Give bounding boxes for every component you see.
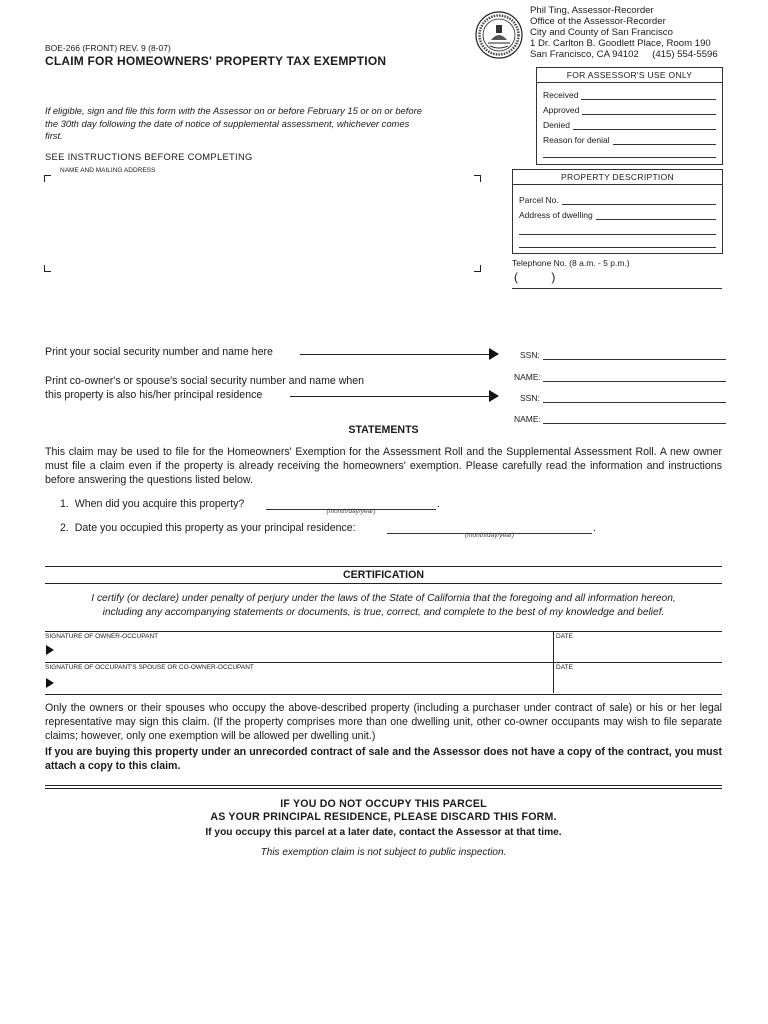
city-seal-icon bbox=[474, 6, 524, 64]
office-line: Office of the Assessor-Recorder bbox=[530, 16, 666, 27]
office-line: San Francisco, CA 94102 (415) 554-5596 bbox=[530, 49, 718, 60]
field-label: Approved bbox=[543, 105, 582, 115]
ssn-label: SSN: bbox=[520, 393, 540, 403]
reason-extra-line[interactable] bbox=[543, 148, 716, 160]
field-label: Address of dwelling bbox=[519, 210, 596, 220]
statements-heading: STATEMENTS bbox=[348, 424, 419, 436]
contract-warning: If you are buying this property under an unrecorded contract of sale and the Assessor does not have a copy of the contract, you must attach a copy to this claim. bbox=[45, 746, 722, 772]
parcel-no-field[interactable] bbox=[519, 195, 716, 207]
office-line: City and County of San Francisco bbox=[530, 27, 673, 38]
date-hint: (month/day/year) bbox=[464, 532, 515, 539]
coowner-ssn-field[interactable] bbox=[543, 391, 726, 403]
name-label: NAME: bbox=[514, 414, 541, 424]
certification-heading: CERTIFICATION bbox=[342, 569, 424, 581]
date-label: DATE bbox=[556, 633, 573, 640]
spouse-signature-field[interactable] bbox=[60, 672, 550, 692]
spouse-date-field[interactable] bbox=[556, 672, 720, 691]
property-description-title: PROPERTY DESCRIPTION bbox=[513, 170, 722, 185]
divider bbox=[45, 662, 722, 663]
field-label: Denied bbox=[543, 120, 573, 130]
owner-date-field[interactable] bbox=[556, 641, 720, 660]
office-line: Phil Ting, Assessor-Recorder bbox=[530, 5, 654, 16]
play-arrow-icon bbox=[46, 645, 54, 655]
arrow-line bbox=[300, 354, 490, 355]
address-of-dwelling-field[interactable] bbox=[519, 210, 716, 222]
see-instructions: SEE INSTRUCTIONS BEFORE COMPLETING bbox=[45, 151, 253, 162]
eligibility-text: If eligible, sign and file this form with the Assessor on or before February 15 or on or before the 30th day following the date of notice of supplemental assessment, whichever comes first. bbox=[45, 105, 422, 141]
name-address-area[interactable] bbox=[50, 180, 472, 264]
assessor-use-box bbox=[536, 67, 723, 165]
period-mark: . bbox=[437, 499, 440, 510]
footer-line-1: IF YOU DO NOT OCCUPY THIS PARCEL bbox=[280, 798, 487, 810]
corner-mark bbox=[474, 265, 481, 272]
property-description-box bbox=[512, 169, 723, 254]
telephone-field[interactable] bbox=[512, 272, 722, 289]
telephone-label: Telephone No. (8 a.m. - 5 p.m.) bbox=[512, 258, 630, 268]
date-label: DATE bbox=[556, 664, 573, 671]
footer-line-4: This exemption claim is not subject to public inspection. bbox=[260, 847, 507, 858]
coowner-name-field[interactable] bbox=[543, 412, 726, 424]
field-label: Parcel No. bbox=[519, 195, 562, 205]
own-ssn-field[interactable] bbox=[543, 348, 726, 360]
form-title: CLAIM FOR HOMEOWNERS' PROPERTY TAX EXEMPTION bbox=[45, 54, 387, 68]
name-address-label: NAME AND MAILING ADDRESS bbox=[60, 167, 156, 174]
telephone-parens: ( ) bbox=[514, 270, 556, 284]
footer-line-2: AS YOUR PRINCIPAL RESIDENCE, PLEASE DISCARD THIS FORM. bbox=[210, 811, 557, 823]
form-number: BOE-266 (FRONT) REV. 9 (8-07) bbox=[45, 43, 171, 53]
office-line: 1 Dr. Carlton B. Goodlett Place, Room 190 bbox=[530, 38, 711, 49]
eligibility-note: Only the owners or their spouses who occupy the above-described property (including a purchaser under contract of sale) or his or her legal representative may sign this claim. (If the property comprises more than one dwelling unit, other co-owner occupants may wish to file separate claims; however, only one exemption will be allowed per dwelling unit.) bbox=[45, 702, 722, 742]
corner-mark bbox=[44, 265, 51, 272]
denied-field[interactable] bbox=[543, 120, 716, 132]
vertical-divider bbox=[553, 631, 554, 693]
period-mark: . bbox=[593, 523, 596, 534]
field-label: Reason for denial bbox=[543, 135, 613, 145]
divider bbox=[45, 788, 722, 789]
assessor-use-title: FOR ASSESSOR'S USE ONLY bbox=[537, 68, 722, 83]
ssn-label: SSN: bbox=[520, 350, 540, 360]
own-ssn-prompt: Print your social security number and name here bbox=[45, 346, 273, 358]
certification-line-1: I certify (or declare) under penalty of perjury under the laws of the State of California that the foregoing and all information hereon, bbox=[91, 593, 676, 604]
divider bbox=[45, 785, 722, 786]
received-field[interactable] bbox=[543, 90, 716, 102]
footer-line-3: If you occupy this parcel at a later date, contact the Assessor at that time. bbox=[205, 827, 562, 838]
address-extra-line[interactable] bbox=[519, 225, 716, 237]
statements-body: This claim may be used to file for the Homeowners' Exemption for the Assessment Roll and the Supplemental Assessment Roll. A new owner must file a claim even if the property is already receiving the homeowners' exemption. Please carefully read the information and instructions before answering the questions listed below. bbox=[45, 446, 722, 486]
arrow-right-icon bbox=[489, 390, 499, 402]
divider bbox=[45, 583, 722, 584]
owner-signature-field[interactable] bbox=[60, 640, 550, 660]
question-2: 2. Date you occupied this property as your principal residence: bbox=[60, 522, 356, 534]
arrow-line bbox=[290, 396, 490, 397]
play-arrow-icon bbox=[46, 678, 54, 688]
coowner-prompt-2: this property is also his/her principal residence bbox=[45, 389, 263, 401]
reason-for-denial-field[interactable] bbox=[543, 135, 716, 147]
name-label: NAME: bbox=[514, 372, 541, 382]
corner-mark bbox=[474, 175, 481, 182]
sig-spouse-label: SIGNATURE OF OCCUPANT'S SPOUSE OR CO-OWNER-OCCUPANT bbox=[45, 664, 254, 671]
sig-owner-label: SIGNATURE OF OWNER-OCCUPANT bbox=[45, 633, 159, 640]
arrow-right-icon bbox=[489, 348, 499, 360]
own-name-field[interactable] bbox=[543, 370, 726, 382]
coowner-prompt-1: Print co-owner's or spouse's social security number and name when bbox=[45, 375, 365, 387]
office-block bbox=[530, 5, 718, 60]
address-extra-line[interactable] bbox=[519, 238, 716, 250]
certification-line-2: including any accompanying statements or documents, is true, correct, and complete to the best of my knowledge and belief. bbox=[102, 607, 665, 618]
question-1: 1. When did you acquire this property? bbox=[60, 498, 245, 510]
date-hint: (month/day/year) bbox=[326, 508, 376, 515]
divider bbox=[45, 566, 722, 567]
approved-field[interactable] bbox=[543, 105, 716, 117]
field-label: Received bbox=[543, 90, 581, 100]
